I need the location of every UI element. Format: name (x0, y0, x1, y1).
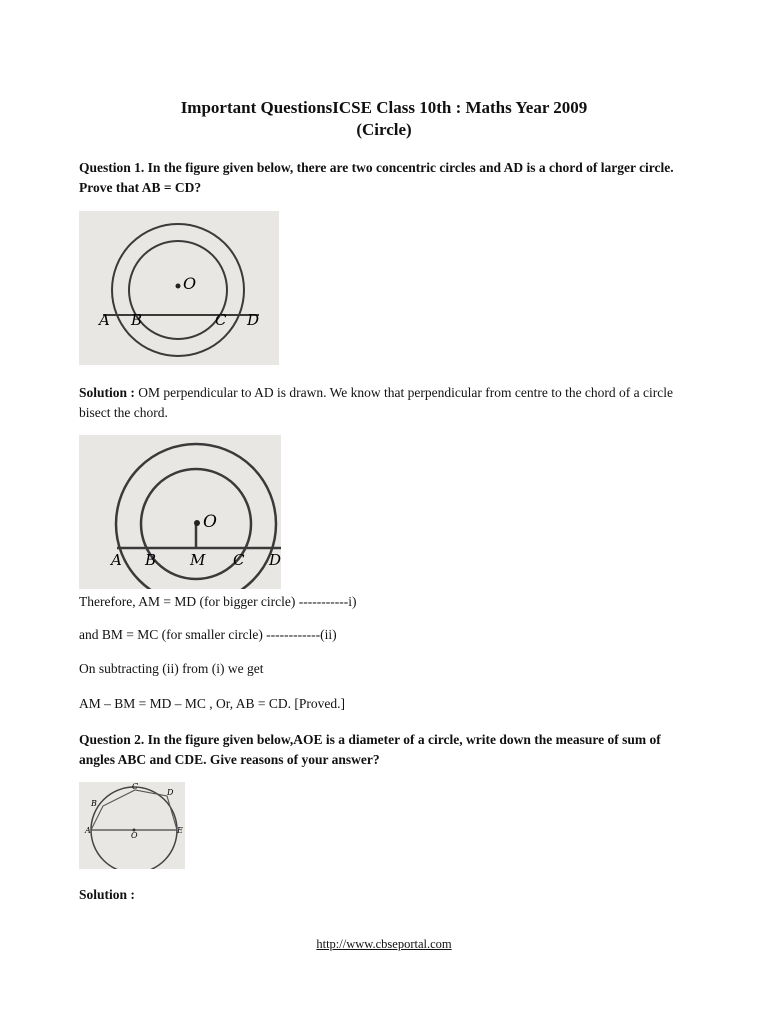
solution-1-step-4: AM – BM = MD – MC , Or, AB = CD. [Proved.] (79, 696, 345, 711)
label-e: E (177, 826, 183, 835)
label-m: M (190, 551, 206, 569)
solution-2-label: Solution : (79, 887, 135, 902)
label-o: O (183, 274, 197, 293)
label-a: A (85, 826, 91, 835)
solution-1-step-2: and BM = MC (for smaller circle) ------------(ii) (79, 627, 337, 642)
center-point-o (194, 520, 200, 526)
solution-1-text: OM perpendicular to AD is drawn. We know that perpendicular from centre to the chord of a circle bisect the chord. (79, 385, 674, 420)
label-d: D (167, 788, 174, 797)
question-2-text: Question 2. In the figure given below,AOE is a diameter of a circle, write down the measure of sum of angles ABC and CDE. Give reasons of your answer? (79, 732, 661, 767)
label-c: C (132, 782, 139, 791)
label-d: D (247, 311, 260, 329)
label-o: O (131, 831, 138, 840)
figure-concentric-circles-perpendicular (79, 435, 281, 589)
label-a: A (99, 311, 110, 329)
label-a: A (111, 551, 122, 569)
figure-2-drawing (79, 435, 281, 589)
label-c: C (215, 311, 227, 329)
center-point-o (176, 284, 181, 289)
label-d: D (269, 551, 281, 569)
figure-3-drawing (79, 782, 185, 869)
solution-1-step-1: Therefore, AM = MD (for bigger circle) -----------i) (79, 594, 357, 609)
figure-1-drawing (79, 211, 279, 365)
question-1-text: Question 1. In the figure given below, there are two concentric circles and AD is a chord of larger circle. Prove that AB = CD? (79, 160, 674, 195)
label-o: O (203, 512, 217, 532)
page-subtitle: (Circle) (356, 120, 412, 139)
label-b: B (131, 311, 143, 329)
label-b: B (145, 551, 157, 569)
label-c: C (233, 551, 245, 569)
label-b: B (91, 799, 97, 808)
figure-circle-diameter-aoe (79, 782, 185, 869)
solution-1-paragraph (79, 383, 699, 423)
page-title: Important QuestionsICSE Class 10th : Maths Year 2009 (180, 98, 588, 117)
solution-1-label: Solution : (79, 385, 135, 400)
figure-concentric-circles-chord (79, 211, 279, 365)
solution-1-step-3: On subtracting (ii) from (i) we get (79, 661, 264, 676)
footer-link[interactable]: http://www.cbseportal.com (316, 937, 452, 951)
